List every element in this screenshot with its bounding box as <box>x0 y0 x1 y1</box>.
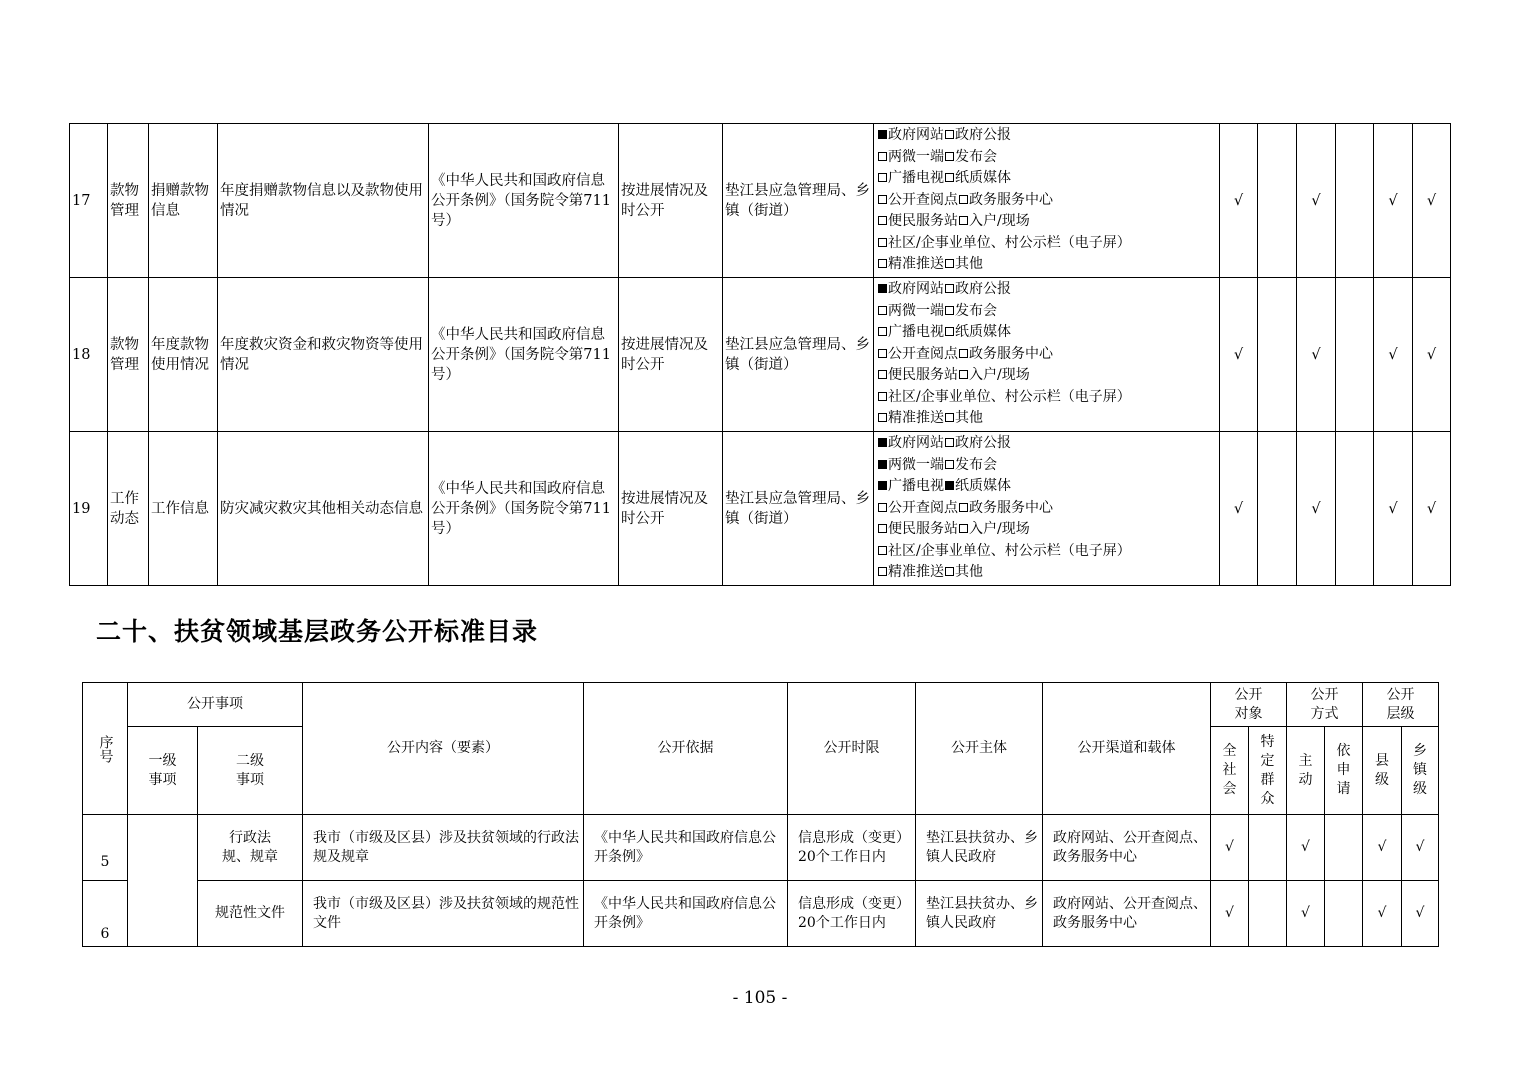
table-row <box>70 278 1451 432</box>
basis-cell: 《中华人民共和国政府信息公开条例》 <box>584 881 788 947</box>
channel-label: 政府网站 <box>888 126 944 143</box>
unchecked-box-icon <box>878 238 887 247</box>
channel-line <box>877 168 1219 190</box>
emergency-catalog-table <box>69 123 1451 586</box>
mark-on-request <box>1336 124 1374 278</box>
subject-cell: 垫江县应急管理局、乡镇（街道） <box>723 432 874 586</box>
unchecked-box-icon <box>959 216 968 225</box>
channel-line <box>877 301 1219 323</box>
checked-box-icon <box>878 481 887 490</box>
unchecked-box-icon <box>878 152 887 161</box>
section-heading: 二十、扶贫领域基层政务公开标准目录 <box>96 617 539 646</box>
subject-cell: 垫江县应急管理局、乡镇（街道） <box>723 278 874 432</box>
level2-item: 工作信息 <box>149 432 218 586</box>
channel-label: 发布会 <box>955 456 997 473</box>
channel-label: 精准推送 <box>888 410 944 427</box>
basis-cell: 《中华人民共和国政府信息公开条例》（国务院令第711号） <box>429 278 619 432</box>
mark-on-request <box>1336 278 1374 432</box>
subject-cell: 垫江县扶贫办、乡镇人民政府 <box>916 881 1043 947</box>
level2-item: 捐赠款物信息 <box>149 124 218 278</box>
mark-township: √ <box>1413 124 1451 278</box>
header-level: 公开层级 <box>1363 683 1439 727</box>
table-row <box>70 124 1451 278</box>
channels-cell <box>874 124 1220 278</box>
unchecked-box-icon <box>878 306 887 315</box>
header-matters: 公开事项 <box>128 683 303 727</box>
table-row <box>70 432 1451 586</box>
level1-item: 款物管理 <box>108 124 149 278</box>
unchecked-box-icon <box>945 152 954 161</box>
mark-specific-group <box>1258 278 1297 432</box>
header-no: 序号 <box>83 683 128 815</box>
basis-cell: 《中华人民共和国政府信息公开条例》 <box>584 815 788 881</box>
unchecked-box-icon <box>878 524 887 533</box>
channel-label: 两微一端 <box>888 302 944 319</box>
unchecked-box-icon <box>945 567 954 576</box>
channel-label: 精准推送 <box>888 256 944 273</box>
channel-line <box>877 498 1219 520</box>
unchecked-box-icon <box>878 349 887 358</box>
unchecked-box-icon <box>945 259 954 268</box>
channel-cell: 政府网站、公开查阅点、政务服务中心 <box>1043 815 1211 881</box>
mark-all-society: √ <box>1220 278 1258 432</box>
header-time: 公开时限 <box>788 683 916 815</box>
unchecked-box-icon <box>959 349 968 358</box>
header-level2: 二级事项 <box>198 727 303 815</box>
mark-all-society: √ <box>1211 881 1249 947</box>
unchecked-box-icon <box>878 503 887 512</box>
channel-label: 便民服务站 <box>888 521 958 538</box>
unchecked-box-icon <box>878 195 887 204</box>
level2-item: 规范性文件 <box>198 881 303 947</box>
checked-box-icon <box>878 460 887 469</box>
mark-township: √ <box>1413 432 1451 586</box>
channel-label: 公开查阅点 <box>888 345 958 362</box>
channel-label: 精准推送 <box>888 564 944 581</box>
checked-box-icon <box>878 130 887 139</box>
table-row <box>83 881 1439 947</box>
table-row <box>83 815 1439 881</box>
channel-label: 广播电视 <box>888 170 944 187</box>
header-target: 公开对象 <box>1211 683 1287 727</box>
unchecked-box-icon <box>878 567 887 576</box>
level1-item: 款物管理 <box>108 278 149 432</box>
channels-cell <box>874 432 1220 586</box>
channel-cell: 政府网站、公开查阅点、政务服务中心 <box>1043 881 1211 947</box>
mark-specific-group <box>1258 124 1297 278</box>
level2-item: 行政法规、规章 <box>198 815 303 881</box>
mark-county: √ <box>1374 432 1413 586</box>
level2-item: 年度款物使用情况 <box>149 278 218 432</box>
header-channel: 公开渠道和载体 <box>1043 683 1211 815</box>
mark-all-society: √ <box>1220 432 1258 586</box>
unchecked-box-icon <box>945 284 954 293</box>
unchecked-box-icon <box>945 413 954 422</box>
mark-township: √ <box>1402 881 1439 947</box>
unchecked-box-icon <box>945 306 954 315</box>
channel-label: 其他 <box>955 564 983 581</box>
time-limit-cell: 按进展情况及时公开 <box>619 278 723 432</box>
page-number: - 105 - <box>732 988 788 1008</box>
time-limit-cell: 按进展情况及时公开 <box>619 432 723 586</box>
mark-on-request <box>1336 432 1374 586</box>
mark-county: √ <box>1363 815 1402 881</box>
channel-label: 便民服务站 <box>888 213 958 230</box>
mark-township: √ <box>1402 815 1439 881</box>
mark-active: √ <box>1287 815 1325 881</box>
mark-all-society: √ <box>1211 815 1249 881</box>
channel-line <box>877 322 1219 344</box>
unchecked-box-icon <box>945 327 954 336</box>
mark-active: √ <box>1297 432 1336 586</box>
channels-cell <box>874 278 1220 432</box>
row-number: 18 <box>70 278 108 432</box>
checked-box-icon <box>945 481 954 490</box>
channel-label: 社区/企事业单位、村公示栏（电子屏） <box>888 542 1131 559</box>
unchecked-box-icon <box>945 460 954 469</box>
channel-line <box>877 455 1219 477</box>
unchecked-box-icon <box>959 524 968 533</box>
subject-cell: 垫江县扶贫办、乡镇人民政府 <box>916 815 1043 881</box>
channel-label: 社区/企事业单位、村公示栏（电子屏） <box>888 234 1131 251</box>
row-number: 5 <box>83 815 128 881</box>
channel-label: 便民服务站 <box>888 367 958 384</box>
time-limit-cell: 信息形成（变更）20个工作日内 <box>788 815 916 881</box>
header-subject: 公开主体 <box>916 683 1043 815</box>
unchecked-box-icon <box>878 173 887 182</box>
header-on-request: 依申请 <box>1325 727 1363 815</box>
unchecked-box-icon <box>878 370 887 379</box>
unchecked-box-icon <box>945 130 954 139</box>
channel-line <box>877 387 1219 409</box>
content-cell: 年度捐赠款物信息以及款物使用情况 <box>218 124 429 278</box>
channel-label: 政府公报 <box>955 126 1011 143</box>
channel-label: 发布会 <box>955 302 997 319</box>
channel-line <box>877 190 1219 212</box>
mark-county: √ <box>1363 881 1402 947</box>
channel-label: 两微一端 <box>888 456 944 473</box>
mark-active: √ <box>1297 124 1336 278</box>
mark-township: √ <box>1413 278 1451 432</box>
content-cell: 我市（市级及区县）涉及扶贫领域的行政法规及规章 <box>303 815 584 881</box>
mark-specific-group <box>1249 815 1287 881</box>
content-cell: 防灾减灾救灾其他相关动态信息 <box>218 432 429 586</box>
subject-cell: 垫江县应急管理局、乡镇（街道） <box>723 124 874 278</box>
unchecked-box-icon <box>945 173 954 182</box>
channel-line <box>877 279 1219 301</box>
channel-label: 政府网站 <box>888 434 944 451</box>
checked-box-icon <box>878 284 887 293</box>
channel-label: 政务服务中心 <box>969 191 1053 208</box>
channel-label: 其他 <box>955 256 983 273</box>
channel-line <box>877 211 1219 233</box>
mark-all-society: √ <box>1220 124 1258 278</box>
row-number: 6 <box>83 881 128 947</box>
unchecked-box-icon <box>878 413 887 422</box>
channel-line <box>877 344 1219 366</box>
channel-label: 公开查阅点 <box>888 499 958 516</box>
header-specific-group: 特定群众 <box>1249 727 1287 815</box>
channel-line <box>877 476 1219 498</box>
unchecked-box-icon <box>959 503 968 512</box>
header-county: 县级 <box>1363 727 1402 815</box>
channel-label: 公开查阅点 <box>888 191 958 208</box>
level1-item <box>128 815 198 947</box>
basis-cell: 《中华人民共和国政府信息公开条例》（国务院令第711号） <box>429 432 619 586</box>
mark-specific-group <box>1258 432 1297 586</box>
channel-line <box>877 125 1219 147</box>
channel-line <box>877 433 1219 455</box>
channel-line <box>877 365 1219 387</box>
channel-label: 政务服务中心 <box>969 499 1053 516</box>
mark-active: √ <box>1297 278 1336 432</box>
unchecked-box-icon <box>945 438 954 447</box>
channel-label: 政府网站 <box>888 280 944 297</box>
channel-label: 政府公报 <box>955 434 1011 451</box>
header-basis: 公开依据 <box>584 683 788 815</box>
header-active: 主动 <box>1287 727 1325 815</box>
header-level1: 一级事项 <box>128 727 198 815</box>
channel-label: 纸质媒体 <box>955 324 1011 341</box>
channel-line <box>877 254 1219 276</box>
unchecked-box-icon <box>878 327 887 336</box>
level1-item: 工作动态 <box>108 432 149 586</box>
unchecked-box-icon <box>878 392 887 401</box>
channel-label: 政府公报 <box>955 280 1011 297</box>
unchecked-box-icon <box>959 195 968 204</box>
header-method: 公开方式 <box>1287 683 1363 727</box>
row-number: 19 <box>70 432 108 586</box>
channel-label: 入户/现场 <box>969 367 1030 384</box>
channel-label: 其他 <box>955 410 983 427</box>
channel-line <box>877 147 1219 169</box>
content-cell: 我市（市级及区县）涉及扶贫领域的规范性文件 <box>303 881 584 947</box>
mark-specific-group <box>1249 881 1287 947</box>
channel-label: 社区/企事业单位、村公示栏（电子屏） <box>888 388 1131 405</box>
mark-county: √ <box>1374 278 1413 432</box>
channel-label: 广播电视 <box>888 324 944 341</box>
unchecked-box-icon <box>878 259 887 268</box>
channel-line <box>877 562 1219 584</box>
channel-line <box>877 519 1219 541</box>
unchecked-box-icon <box>959 370 968 379</box>
checked-box-icon <box>878 438 887 447</box>
content-cell: 年度救灾资金和救灾物资等使用情况 <box>218 278 429 432</box>
mark-active: √ <box>1287 881 1325 947</box>
channel-label: 发布会 <box>955 148 997 165</box>
channel-label: 纸质媒体 <box>955 478 1011 495</box>
header-township: 乡镇级 <box>1402 727 1439 815</box>
channel-label: 入户/现场 <box>969 521 1030 538</box>
unchecked-box-icon <box>878 546 887 555</box>
poverty-alleviation-catalog-table <box>82 682 1439 947</box>
header-all-society: 全社会 <box>1211 727 1249 815</box>
row-number: 17 <box>70 124 108 278</box>
channel-line <box>877 541 1219 563</box>
channel-label: 入户/现场 <box>969 213 1030 230</box>
channel-label: 广播电视 <box>888 478 944 495</box>
basis-cell: 《中华人民共和国政府信息公开条例》（国务院令第711号） <box>429 124 619 278</box>
time-limit-cell: 信息形成（变更）20个工作日内 <box>788 881 916 947</box>
mark-county: √ <box>1374 124 1413 278</box>
header-content: 公开内容（要素） <box>303 683 584 815</box>
channel-label: 两微一端 <box>888 148 944 165</box>
channel-line <box>877 408 1219 430</box>
channel-label: 政务服务中心 <box>969 345 1053 362</box>
mark-on-request <box>1325 881 1363 947</box>
mark-on-request <box>1325 815 1363 881</box>
unchecked-box-icon <box>878 216 887 225</box>
time-limit-cell: 按进展情况及时公开 <box>619 124 723 278</box>
channel-line <box>877 233 1219 255</box>
channel-label: 纸质媒体 <box>955 170 1011 187</box>
